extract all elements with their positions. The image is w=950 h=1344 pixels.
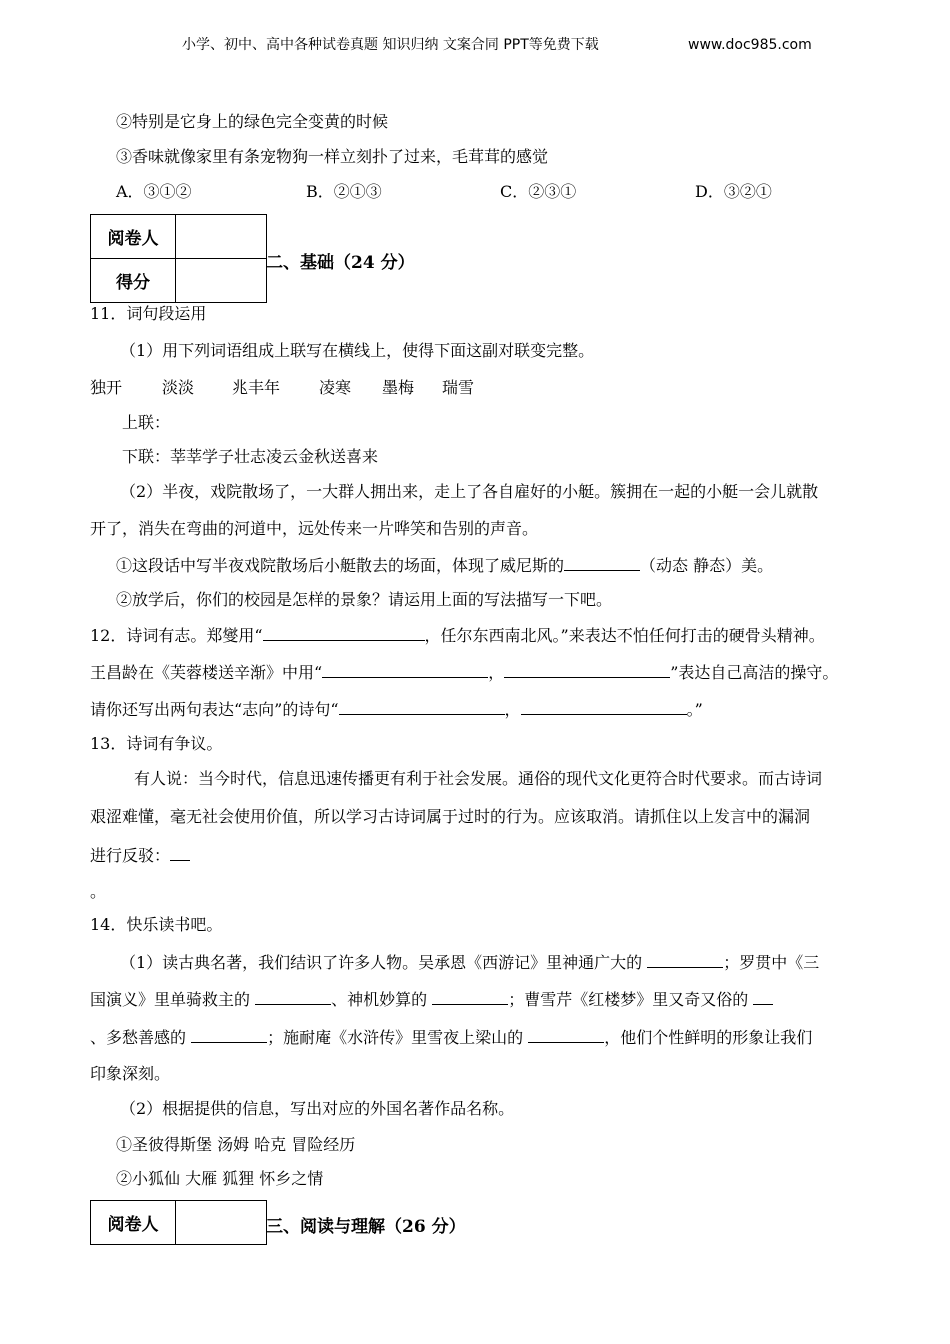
q14-p1-l3-text-a: 、多愁善感的 — [90, 1028, 192, 1047]
q12-line3 — [90, 698, 703, 721]
q12-line2 — [90, 661, 838, 684]
section3-score-table — [90, 1200, 267, 1245]
q14-blank-1[interactable] — [647, 951, 723, 968]
q13-line3 — [90, 844, 190, 867]
q13-l3-text: 进行反驳： — [90, 846, 171, 865]
q10-line3: ③香味就像家里有条宠物狗一样立刻扑了过来，毛茸茸的感觉 — [116, 147, 549, 166]
q12-blank-2[interactable] — [322, 661, 488, 678]
header-title: 小学、初中、高中各种试卷真题 知识归纳 文案合同 PPT等免费下载 — [182, 37, 599, 53]
q11-sub2: ②放学后，你们的校园是怎样的景象？请运用上面的写法描写一下吧。 — [116, 590, 613, 609]
q13-line1: 有人说：当今时代，信息迅速传播更有利于社会发展。通俗的现代文化更符合时代要求。而古诗词 — [134, 769, 823, 788]
q12-blank-5[interactable] — [521, 698, 687, 715]
q12-blank-4[interactable] — [339, 698, 505, 715]
q11-word-2: 淡淡 — [162, 378, 195, 397]
q12-l3-text-a: 请你还写出两句表达“志向”的诗句“ — [90, 700, 339, 719]
q11-title: 11．词句段运用 — [90, 304, 207, 323]
q13-end: 。 — [90, 882, 107, 901]
q11-upper-couplet: 上联： — [122, 413, 171, 432]
grader-label: 阅卷人 — [91, 215, 176, 259]
q13-answer-blank[interactable] — [170, 844, 190, 861]
q12-l2-text-c: ”表达自己高洁的操守。 — [670, 663, 839, 682]
q14-blank-2[interactable] — [255, 988, 331, 1005]
q14-p1-line1 — [120, 951, 819, 974]
header-url[interactable]: www.doc985.com — [688, 37, 812, 53]
q10-line2: ②特别是它身上的绿色完全变黄的时候 — [116, 112, 389, 131]
q11-word-3: 兆丰年 — [232, 378, 281, 397]
q14-p1-l2-text-c: ；曹雪芹《红楼梦》里又奇又俗的 — [508, 990, 754, 1009]
q14-part2-sub2: ②小狐仙 大雁 狐狸 怀乡之情 — [116, 1169, 324, 1188]
q14-part2: （2）根据提供的信息，写出对应的外国名著作品名称。 — [120, 1099, 515, 1118]
q11-word-5: 墨梅 — [382, 378, 415, 397]
q14-p1-l1-text-b: ；罗贯中《三 — [723, 953, 820, 972]
q12-l1-text-a: 12．诗词有志。郑燮用“ — [90, 626, 263, 645]
q14-p1-line4: 印象深刻。 — [90, 1064, 171, 1083]
q11-sub1-text-a: ①这段话中写半夜戏院散场后小艇散去的场面，体现了威尼斯的 — [116, 556, 565, 575]
q12-l2-text-b: ， — [488, 663, 505, 682]
q11-sub1 — [116, 554, 773, 577]
q14-p1-l3-text-b: ；施耐庵《水浒传》里雪夜上梁山的 — [267, 1028, 529, 1047]
q12-l3-text-c: 。” — [686, 700, 703, 719]
section2-score-table — [90, 214, 267, 303]
q11-part2-line2: 开了，消失在弯曲的河道中，远处传来一片哗笑和告别的声音。 — [90, 519, 539, 538]
q11-word-6: 瑞雪 — [442, 378, 475, 397]
q11-part1: （1）用下列词语组成上联写在横线上，使得下面这副对联变完整。 — [120, 341, 595, 360]
q11-word-4: 凌寒 — [319, 378, 352, 397]
q14-part2-sub1: ①圣彼得斯堡 汤姆 哈克 冒险经历 — [116, 1135, 356, 1154]
q10-option-d: D．③②① — [695, 182, 772, 201]
q10-option-b: B．②①③ — [306, 182, 382, 201]
q10-option-c: C．②③① — [500, 182, 577, 201]
q12-l3-text-b: ， — [504, 700, 521, 719]
q11-part2-line1: （2）半夜，戏院散场了，一大群人拥出来，走上了各自雇好的小艇。簇拥在一起的小艇一会儿就散 — [120, 482, 819, 501]
q14-blank-6[interactable] — [528, 1026, 604, 1043]
q14-p1-l1-text-a: （1）读古典名著，我们结识了许多人物。吴承恩《西游记》里神通广大的 — [120, 953, 648, 972]
q14-blank-4[interactable] — [753, 988, 773, 1005]
q14-p1-l3-text-c: ，他们个性鲜明的形象让我们 — [604, 1028, 813, 1047]
q11-word-1: 独开 — [90, 378, 123, 397]
q12-l1-text-b: ，任尔东西南北风。”来表达不怕任何打击的硬骨头精神。 — [424, 626, 825, 645]
q13-title: 13．诗词有争议。 — [90, 734, 223, 753]
section3-grader-field[interactable] — [176, 1201, 267, 1245]
q14-blank-5[interactable] — [191, 1026, 267, 1043]
q13-line2: 艰涩难懂，毫无社会使用价值，所以学习古诗词属于过时的行为。应该取消。请抓住以上发言中的漏洞 — [90, 807, 811, 826]
q11-sub1-blank[interactable] — [564, 554, 640, 571]
q12-blank-1[interactable] — [263, 624, 425, 641]
q12-blank-3[interactable] — [504, 661, 670, 678]
score-field[interactable] — [176, 259, 267, 303]
q14-blank-3[interactable] — [432, 988, 508, 1005]
score-label: 得分 — [91, 259, 176, 303]
q11-sub1-text-b: （动态 静态）美。 — [640, 556, 774, 575]
q14-p1-l2-text-b: 、神机妙算的 — [331, 990, 433, 1009]
section3-grader-label: 阅卷人 — [91, 1201, 176, 1245]
q12-l2-text-a: 王昌龄在《芙蓉楼送辛渐》中用“ — [90, 663, 323, 682]
q11-lower-couplet: 下联：莘莘学子壮志凌云金秋送喜来 — [122, 447, 379, 466]
section2-title: 二、基础（24 分） — [266, 253, 415, 273]
q12-line1 — [90, 624, 825, 647]
q10-option-a: A．③①② — [116, 182, 192, 201]
section3-title: 三、阅读与理解（26 分） — [266, 1217, 466, 1237]
q14-p1-l2-text-a: 国演义》里单骑救主的 — [90, 990, 256, 1009]
q14-title: 14．快乐读书吧。 — [90, 915, 223, 934]
q14-p1-line3 — [90, 1026, 812, 1049]
q14-p1-line2 — [90, 988, 773, 1011]
grader-field[interactable] — [176, 215, 267, 259]
